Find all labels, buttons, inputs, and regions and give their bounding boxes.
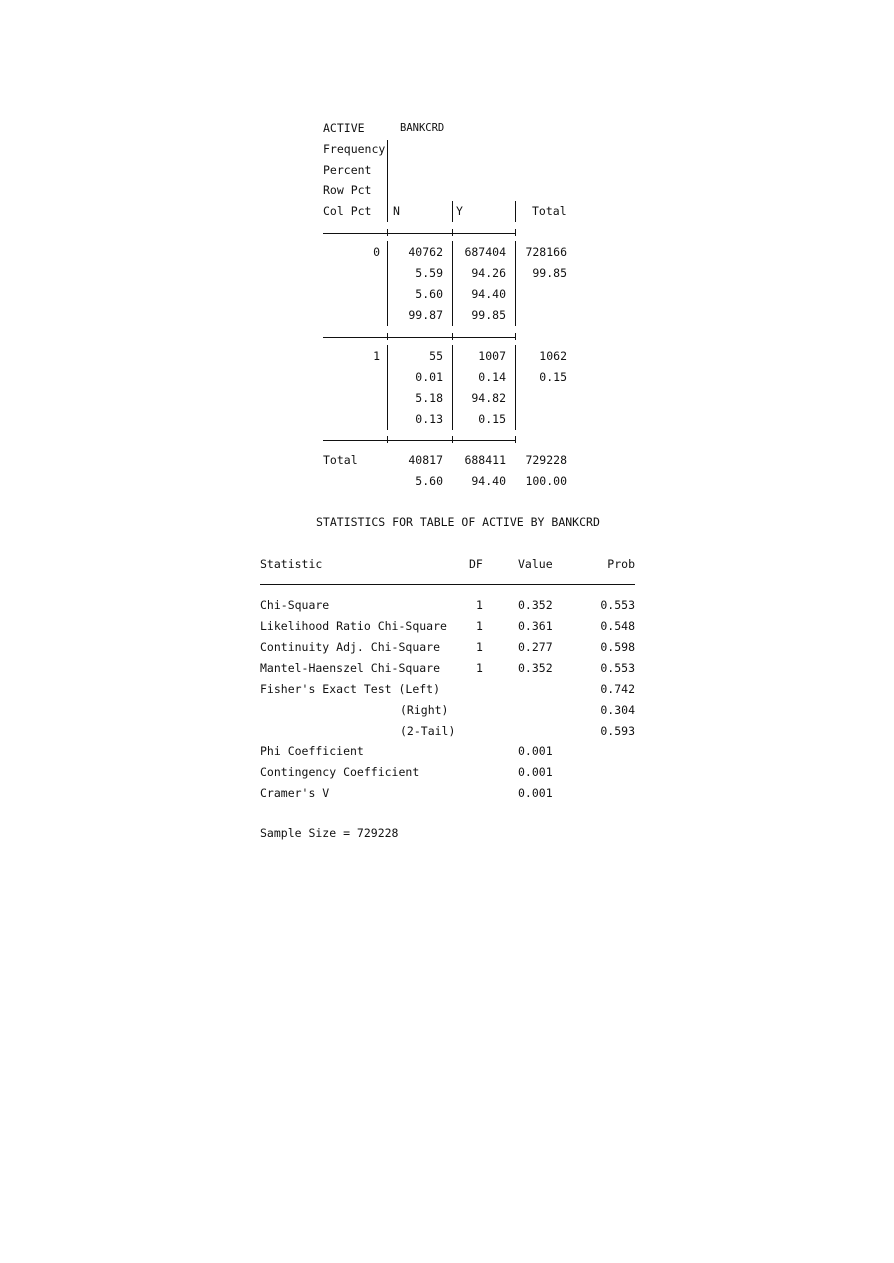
separator-tick: [515, 436, 516, 443]
cell-value: 0.01: [415, 370, 443, 384]
stat-name: (2-Tail): [400, 724, 456, 738]
stat-df: 1: [476, 640, 483, 654]
header-rule-y: [515, 201, 516, 222]
total-separator: [323, 440, 516, 441]
stat-header-prob: Prob: [607, 557, 635, 571]
row0-rule-right: [515, 241, 516, 326]
separator-tick: [387, 436, 388, 443]
cell-value: 99.85: [471, 308, 506, 322]
statistics-title: STATISTICS FOR TABLE OF ACTIVE BY BANKCRD: [316, 515, 600, 529]
row1-rule-mid: [452, 345, 453, 430]
row1-rule-right: [515, 345, 516, 430]
stat-prob: 0.593: [600, 724, 635, 738]
cell-value: 55: [429, 349, 443, 363]
stat-prob: 0.553: [600, 661, 635, 675]
row-total-frequency: 728166: [525, 245, 567, 259]
grand-total-frequency: 729228: [525, 453, 567, 467]
separator-tick: [387, 333, 388, 340]
stat-prob: 0.548: [600, 619, 635, 633]
stat-header-df: DF: [469, 557, 483, 571]
cell-value: 94.40: [471, 287, 506, 301]
row0-rule-mid: [452, 241, 453, 326]
stat-name: (Right): [400, 703, 449, 717]
cell-value: 99.87: [408, 308, 443, 322]
column-total-frequency: 40817: [408, 453, 443, 467]
separator-tick: [515, 333, 516, 340]
row-label: 1: [373, 349, 380, 363]
total-row-label: Total: [323, 453, 358, 467]
column-header-y: Y: [456, 204, 463, 218]
row-variable-label: ACTIVE: [323, 121, 365, 135]
stat-name: Likelihood Ratio Chi-Square: [260, 619, 447, 633]
cell-value: 0.13: [415, 412, 443, 426]
row-label: 0: [373, 245, 380, 259]
stat-name: Mantel-Haenszel Chi-Square: [260, 661, 441, 675]
column-variable-label: BANKCRD: [400, 122, 445, 134]
sample-size: Sample Size = 729228: [260, 826, 399, 840]
stat-value: 0.361: [518, 619, 553, 633]
stat-value: 0.001: [518, 765, 553, 779]
stat-prob: 0.553: [600, 598, 635, 612]
stat-name: Cramer's V: [260, 786, 330, 800]
stat-df: 1: [476, 619, 483, 633]
stat-header-value: Value: [518, 557, 553, 571]
stat-name: Contingency Coefficient: [260, 765, 420, 779]
header-separator: [323, 233, 516, 234]
cell-value: 0.14: [478, 370, 506, 384]
cell-value: 94.26: [471, 266, 506, 280]
stat-value: 0.001: [518, 786, 553, 800]
stat-header-separator: [260, 584, 635, 585]
column-header-n: N: [393, 204, 400, 218]
cell-value: 687404: [464, 245, 506, 259]
column-total-frequency: 688411: [464, 453, 506, 467]
stat-name: Fisher's Exact Test (Left): [260, 682, 441, 696]
row-separator: [323, 337, 516, 338]
key-vertical-rule: [387, 140, 388, 222]
stat-value: 0.277: [518, 640, 553, 654]
stat-df: 1: [476, 598, 483, 612]
row1-rule-left: [387, 345, 388, 430]
column-header-total: Total: [532, 204, 567, 218]
separator-tick: [515, 229, 516, 236]
key-col-pct: Col Pct: [323, 204, 372, 218]
stat-name: Continuity Adj. Chi-Square: [260, 640, 441, 654]
stat-header-statistic: Statistic: [260, 557, 323, 571]
column-total-percent: 5.60: [415, 474, 443, 488]
separator-tick: [452, 436, 453, 443]
stat-value: 0.352: [518, 661, 553, 675]
separator-tick: [452, 229, 453, 236]
cell-value: 40762: [408, 245, 443, 259]
stat-prob: 0.742: [600, 682, 635, 696]
cell-value: 5.59: [415, 266, 443, 280]
cell-value: 5.18: [415, 391, 443, 405]
row-total-percent: 0.15: [539, 370, 567, 384]
header-rule-n: [452, 201, 453, 222]
key-percent: Percent: [323, 163, 372, 177]
row0-rule-left: [387, 241, 388, 326]
cell-value: 1007: [478, 349, 506, 363]
stat-prob: 0.598: [600, 640, 635, 654]
grand-total-percent: 100.00: [525, 474, 567, 488]
row-total-percent: 99.85: [532, 266, 567, 280]
stat-prob: 0.304: [600, 703, 635, 717]
stat-df: 1: [476, 661, 483, 675]
row-total-frequency: 1062: [539, 349, 567, 363]
separator-tick: [387, 229, 388, 236]
stat-name: Phi Coefficient: [260, 744, 364, 758]
cell-value: 5.60: [415, 287, 443, 301]
stat-name: Chi-Square: [260, 598, 330, 612]
key-row-pct: Row Pct: [323, 183, 372, 197]
key-frequency: Frequency: [323, 142, 386, 156]
column-total-percent: 94.40: [471, 474, 506, 488]
stat-value: 0.001: [518, 744, 553, 758]
separator-tick: [452, 333, 453, 340]
stat-value: 0.352: [518, 598, 553, 612]
cell-value: 94.82: [471, 391, 506, 405]
cell-value: 0.15: [478, 412, 506, 426]
